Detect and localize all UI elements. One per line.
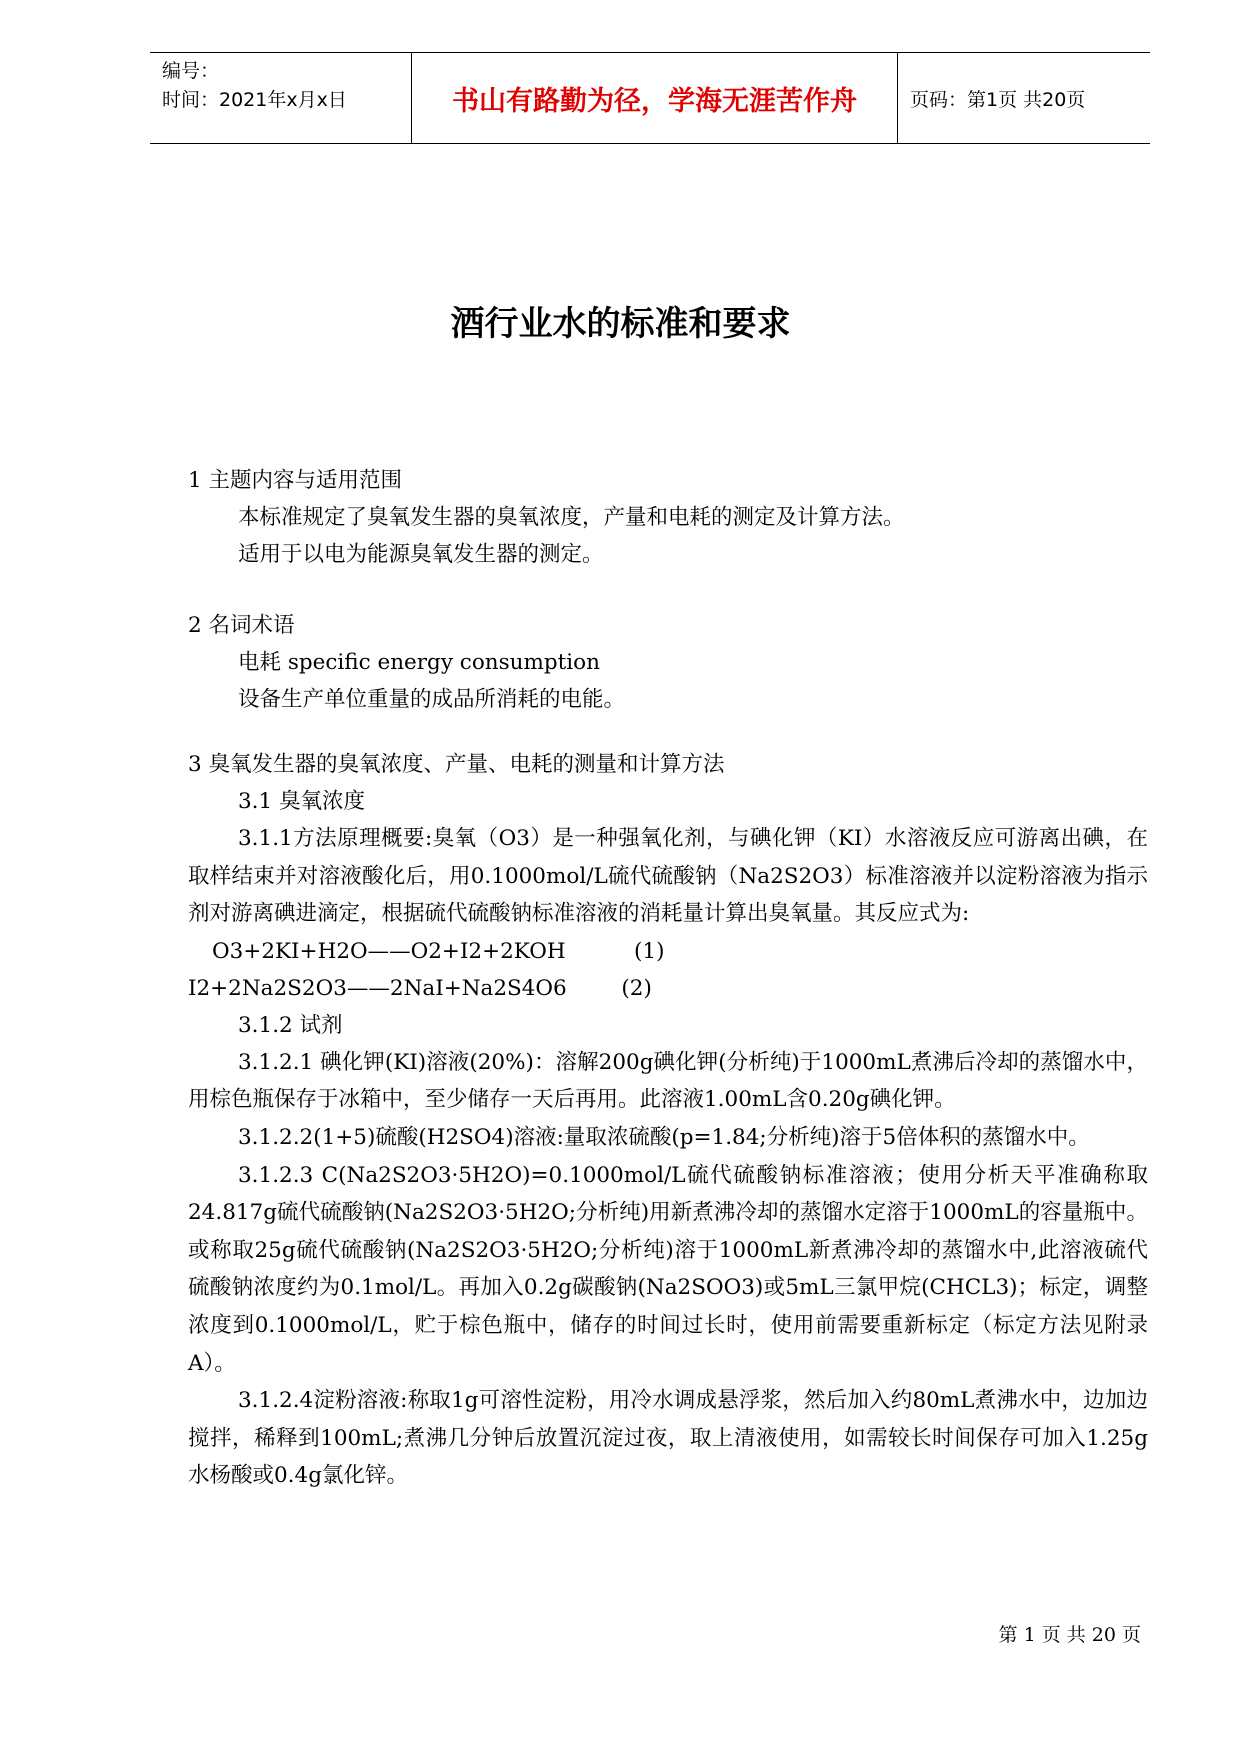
section-1-heading: 1 主题内容与适用范围: [188, 468, 403, 493]
header-motto: 书山有路勤为径，学海无涯苦作舟: [412, 53, 898, 143]
equation-2: I2+2Na2S2O3——2NaI+Na2S4O6 (2): [188, 975, 652, 1001]
section-2-term: 电耗 specific energy consumption: [238, 650, 600, 675]
para-3-1-2-1: 3.1.2.1 碘化钾(KI)溶液(20%)：溶解200g碘化钾(分析纯)于1000mL煮沸后冷却的蒸馏水中，用棕色瓶保存于冰箱中，至少储存一天后再用。此溶液1.00mL含0.20g碘化钾。: [188, 1049, 1148, 1113]
para-3-1-1: 3.1.1方法原理概要:臭氧（O3）是一种强氧化剂，与碘化钾（KI）水溶液反应可游离出碘，在取样结束并对溶液酸化后，用0.1000mol/L硫代硫酸钠（Na2S2O3）标准溶液并以淀粉溶液为指示剂对游离碘进滴定，根据硫代硫酸钠标准溶液的消耗量计算出臭氧量。其反应式为:: [188, 826, 1148, 927]
subsection-3-1-heading: 3.1 臭氧浓度: [238, 789, 366, 814]
subsection-3-1-2-heading: 3.1.2 试剂: [238, 1012, 343, 1038]
doc-time-label: 时间：2021年x月x日: [162, 89, 347, 111]
header-meta: [150, 53, 412, 143]
doc-number-label: 编号：: [162, 60, 220, 82]
page-header: [150, 52, 1150, 144]
header-page-code: 页码：第1页 共20页: [910, 88, 1086, 111]
section-3-heading: 3 臭氧发生器的臭氧浓度、产量、电耗的测量和计算方法: [188, 752, 725, 777]
section-1-para-1: 本标准规定了臭氧发生器的臭氧浓度，产量和电耗的测定及计算方法。: [238, 505, 905, 530]
equation-1: O3+2KI+H2O——O2+I2+2KOH (1): [212, 938, 665, 964]
section-1-para-2: 适用于以电为能源臭氧发生器的测定。: [238, 542, 604, 567]
section-2-heading: 2 名词术语: [188, 613, 295, 638]
document-title: 酒行业水的标准和要求: [450, 304, 791, 344]
page-footer: 第 1 页 共 20 页: [998, 1624, 1141, 1646]
document-body: [188, 462, 1148, 1495]
para-3-1-2-4: 3.1.2.4淀粉溶液:称取1g可溶性淀粉，用冷水调成悬浮浆，然后加入约80mL煮沸水中，边加边搅拌，稀释到100mL;煮沸几分钟后放置沉淀过夜，取上清液使用，如需较长时间保存可加入1.25g水杨酸或0.4g氯化锌。: [188, 1388, 1148, 1489]
para-3-1-2-3: 3.1.2.3 C(Na2S2O3·5H2O)=0.1000mol/L硫代硫酸钠标准溶液；使用分析天平准确称取24.817g硫代硫酸钠(Na2S2O3·5H2O;分析纯)用新煮沸冷却的蒸馏水定溶于1000mL的容量瓶中。或称取25g硫代硫酸钠(Na2S2O3·5H2O;分析纯)溶于1000mL新煮沸冷却的蒸馏水中,此溶液硫代硫酸钠浓度约为0.1mol/L。再加入0.2g碳酸钠(Na2SOO3)或5mL三氯甲烷(CHCL3)；标定，调整浓度到0.1000mol/L，贮于棕色瓶中，储存的时间过长时，使用前需要重新标定（标定方法见附录A）。: [188, 1162, 1148, 1376]
para-3-1-2-2: 3.1.2.2(1+5)硫酸(H2SO4)溶液:量取浓硫酸(p=1.84;分析纯)溶于5倍体积的蒸馏水中。: [238, 1124, 1090, 1150]
section-2-definition: 设备生产单位重量的成品所消耗的电能。: [238, 687, 626, 712]
